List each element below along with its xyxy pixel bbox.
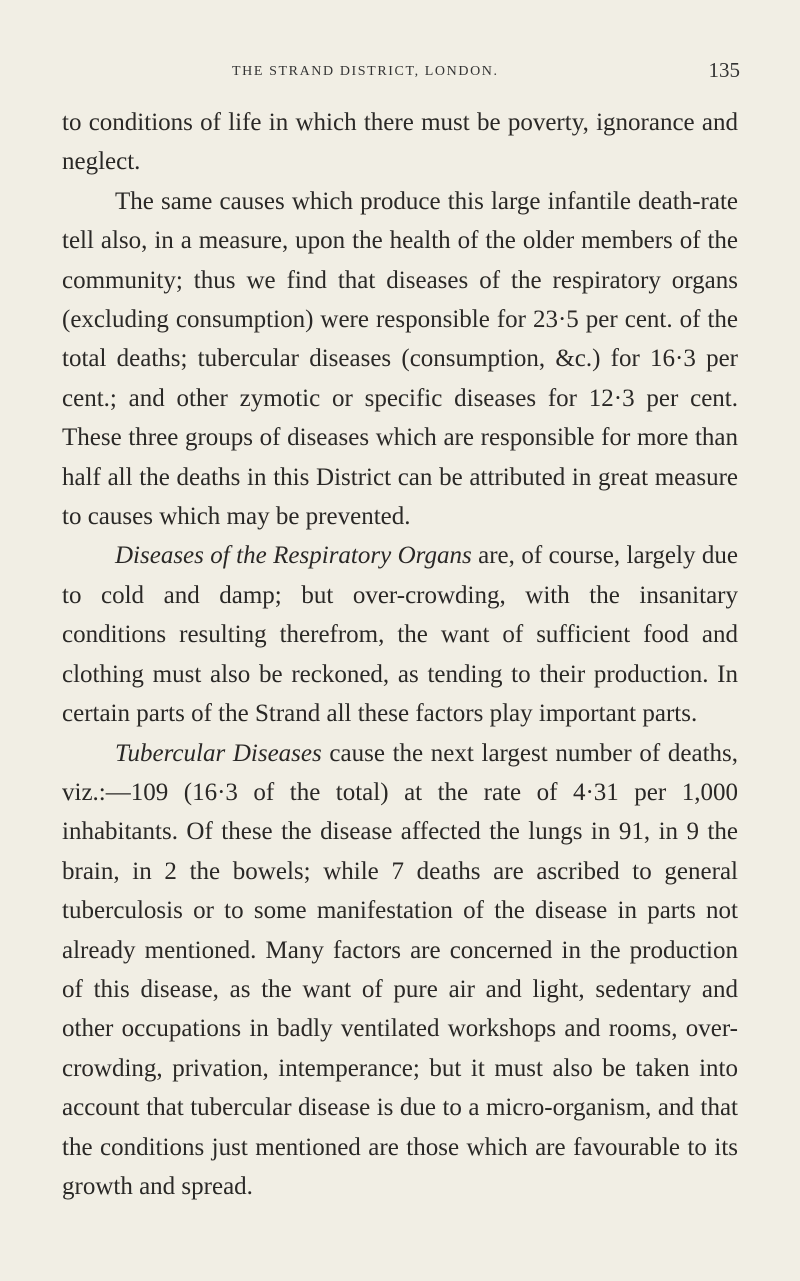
paragraph-text: cause the next largest number of deaths, viz.:—109 (16·3 of the total) at the rate of 4·31 per 1,000 inhabitants. Of these the disease affected the lungs in 91, in 9 the brain, in 2 the bowels; while 7 deaths are ascribed to general tuberculosis or to some manifestation of the disease in parts not already mentioned. Many factors are concerned in the production of this disease, as the want of pure air and light, sedentary and other occupations in badly ventilated workshops and rooms, over-crowding, privation, intemperance; but it must also be taken into account that tubercular disease is due to a micro-organism, and that the conditions just mentioned are those which are favourable to its growth and spread. — [62, 739, 738, 1200]
paragraph-lead-italic: Diseases of the Respiratory Organs — [115, 542, 472, 570]
paragraph-causes — [62, 182, 738, 537]
running-head — [60, 58, 740, 92]
paragraph-text: to conditions of life in which there must be poverty, ignorance and neglect. — [62, 109, 738, 176]
paragraph-respiratory — [62, 536, 738, 733]
paragraph-text: are, of course, largely due to cold and damp; but over-crowding, with the insanitary conditions resulting therefrom, the want of sufficient food and clothing must also be reckoned, as tending to their production. In certain parts of the Strand all these factors play important parts. — [62, 542, 738, 728]
body-text — [62, 103, 738, 1206]
paragraph-lead-italic: Tubercular Diseases — [115, 739, 322, 767]
page-number: 135 — [708, 58, 740, 82]
running-title: THE STRAND DISTRICT, LONDON. — [232, 64, 499, 79]
paragraph-tubercular — [62, 734, 738, 1207]
paragraph-text: The same causes which produce this large infantile death-rate tell also, in a measure, upon the health of the older members of the community; thus we find that diseases of the respiratory organs (excluding consumption) were responsible for 23·5 per cent. of the total deaths; tubercular diseases (consumption, &c.) for 16·3 per cent.; and other zymotic or specific diseases for 12·3 per cent. These three groups of diseases which are responsible for more than half all the deaths in this District can be attributed in great measure to causes which may be prevented. — [62, 187, 738, 531]
paragraph-continuation — [62, 103, 738, 182]
